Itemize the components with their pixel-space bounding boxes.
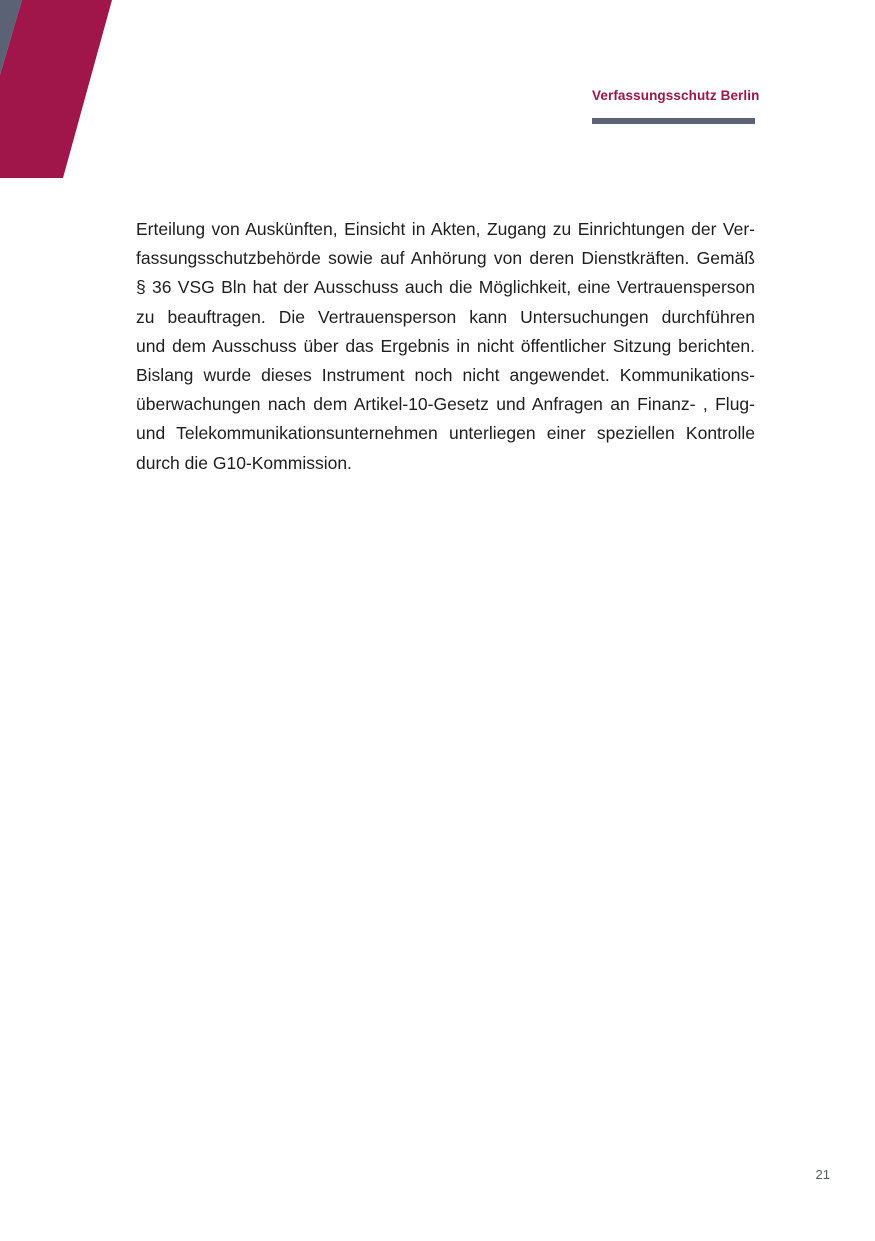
page-number: 21 (815, 1167, 830, 1182)
paragraph-line: Bislang wurde dieses Instrument noch nicht angewendet. Kommunikations- (136, 365, 755, 386)
header-rule (592, 118, 755, 124)
paragraph-line: überwachungen nach dem Artikel-10-Gesetz und Anfragen an Finanz- , Flug- (136, 394, 755, 415)
corner-red-band (0, 0, 112, 178)
paragraph-line: fassungsschutzbehörde sowie auf Anhörung von deren Dienstkräften. Gemäß (136, 248, 755, 269)
paragraph-line: § 36 VSG Bln hat der Ausschuss auch die Möglichkeit, eine Vertrauensperson (136, 277, 755, 298)
paragraph-line: durch die G10-Kommission. (136, 452, 352, 473)
body-paragraph (136, 215, 755, 478)
paragraph-line: und dem Ausschuss über das Ergebnis in nicht öffentlicher Sitzung berichten. (136, 335, 755, 356)
paragraph-line: Erteilung von Auskünften, Einsicht in Akten, Zugang zu Einrichtungen der Ver- (136, 219, 755, 239)
paragraph-line: und Telekommunikationsunternehmen unterliegen einer speziellen Kontrolle (136, 423, 755, 444)
paragraph-line: zu beauftragen. Die Vertrauensperson kann Untersuchungen durchführen (136, 306, 755, 327)
corner-decoration (0, 0, 120, 180)
header-title: Verfassungsschutz Berlin (592, 88, 760, 103)
